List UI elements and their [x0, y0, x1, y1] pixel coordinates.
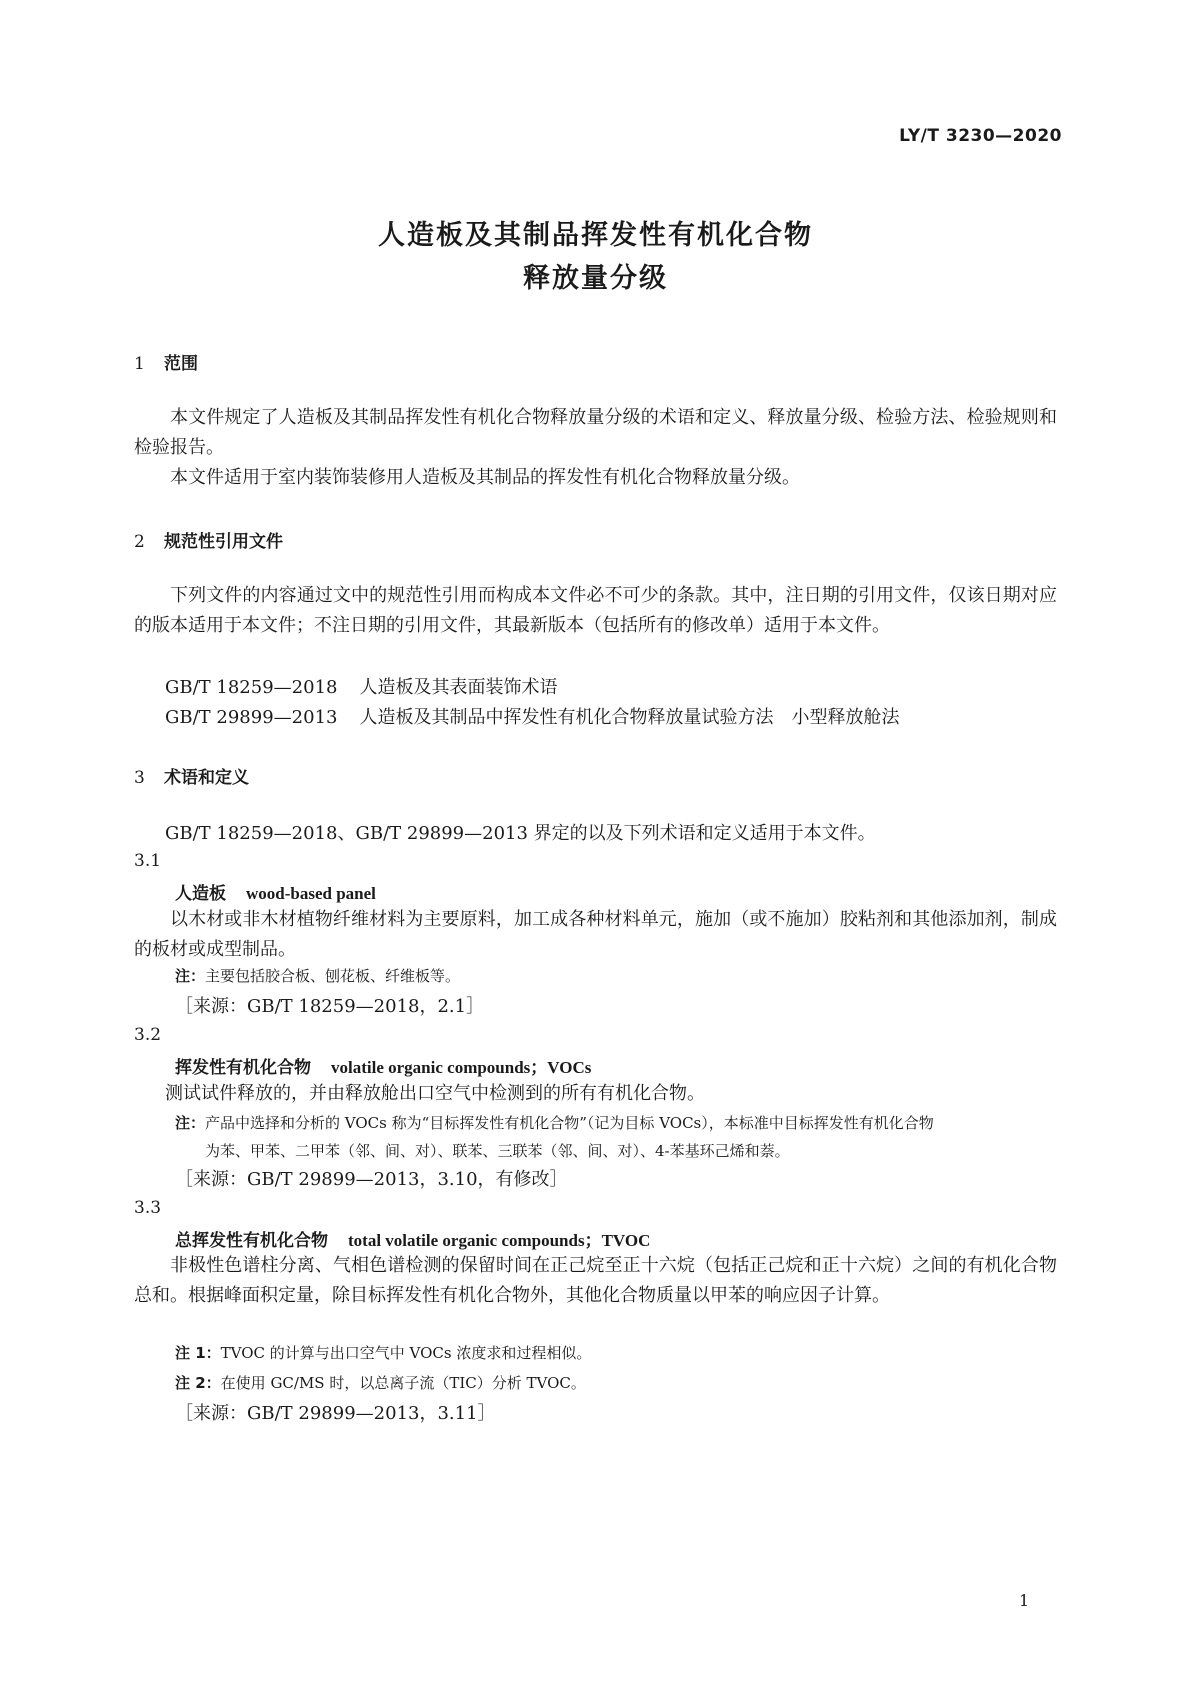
term-definition	[134, 1251, 1057, 1311]
section-title: 范围	[164, 354, 198, 374]
term-chinese: 总挥发性有机化合物	[175, 1231, 328, 1251]
note-label: 注：	[175, 967, 206, 985]
term-definition: 测试试件释放的，并由释放舱出口空气中检测到的所有有机化合物。	[165, 1083, 705, 1104]
standard-code: LY/T 3230—2020	[899, 126, 1062, 146]
note-text-continued: 为苯、甲苯、二甲苯（邻、间、对）、联苯、三联苯（邻、间、对）、4-苯基环己烯和萘。	[205, 1142, 790, 1160]
section-number: 2	[134, 532, 145, 552]
paragraph: 以木材或非木材植物纤维材料为主要原料，加工成各种材料单元，施加（或不施加）胶粘剂和其他添加剂，制成的板材或成型制品。	[134, 909, 1057, 960]
reference-code: GB/T 29899—2013	[165, 707, 338, 728]
term-heading	[175, 1226, 650, 1251]
note-text: TVOC 的计算与出口空气中 VOCs 浓度求和过程相似。	[220, 1344, 592, 1362]
section-2-heading	[134, 527, 283, 552]
term-number: 3.3	[134, 1198, 162, 1218]
term-note	[175, 965, 460, 986]
term-number: 3.2	[134, 1025, 162, 1045]
term-note-1	[175, 1342, 591, 1363]
section-title: 规范性引用文件	[164, 532, 283, 552]
note-label: 注 1：	[175, 1344, 221, 1362]
term-number: 3.1	[134, 851, 162, 871]
section-3-intro: GB/T 18259—2018、GB/T 29899—2013 界定的以及下列术语和定义适用于本文件。	[165, 823, 876, 844]
note-text: 产品中选择和分析的 VOCs 称为“目标挥发性有机化合物”（记为目标 VOCs），本标准中目标挥发性有机化合物	[205, 1114, 934, 1132]
term-heading	[175, 879, 376, 904]
section-number: 1	[134, 354, 145, 374]
note-label: 注：	[175, 1114, 206, 1132]
section-1-body	[134, 403, 1057, 493]
term-definition	[134, 905, 1057, 965]
note-text: 在使用 GC/MS 时，以总离子流（TIC）分析 TVOC。	[220, 1374, 586, 1392]
reference-item	[165, 703, 899, 729]
reference-title: 人造板及其表面装饰术语	[359, 677, 558, 698]
section-1-heading	[134, 349, 198, 374]
term-source: ［来源：GB/T 29899—2013，3.10，有修改］	[175, 1169, 568, 1190]
paragraph: 本文件适用于室内装饰装修用人造板及其制品的挥发性有机化合物释放量分级。	[170, 467, 800, 488]
term-note	[175, 1109, 1057, 1165]
paragraph: 非极性色谱柱分离、气相色谱检测的保留时间在正己烷至正十六烷（包括正己烷和正十六烷）之间的有机化合物总和。根据峰面积定量，除目标挥发性有机化合物外，其他化合物质量以甲苯的响应因子计算。	[134, 1255, 1057, 1306]
term-source: ［来源：GB/T 18259—2018，2.1］	[175, 996, 485, 1017]
reference-code: GB/T 18259—2018	[165, 677, 338, 698]
term-english: wood-based panel	[246, 884, 376, 903]
term-english: total volatile organic compounds；TVOC	[348, 1231, 651, 1250]
note-label: 注 2：	[175, 1374, 221, 1392]
document-title-line2: 释放量分级	[523, 263, 668, 294]
section-2-body	[134, 581, 1057, 641]
section-3-heading	[134, 763, 249, 788]
note-text: 主要包括胶合板、刨花板、纤维板等。	[205, 967, 461, 985]
term-chinese: 挥发性有机化合物	[175, 1058, 311, 1078]
document-title-line1: 人造板及其制品挥发性有机化合物	[378, 220, 813, 251]
term-source: ［来源：GB/T 29899—2013，3.11］	[175, 1403, 496, 1424]
term-english: volatile organic compounds；VOCs	[331, 1058, 592, 1077]
term-heading	[175, 1053, 591, 1078]
page-number: 1	[1019, 1591, 1030, 1610]
paragraph: 下列文件的内容通过文中的规范性引用而构成本文件必不可少的条款。其中，注日期的引用文件，仅该日期对应的版本适用于本文件；不注日期的引用文件，其最新版本（包括所有的修改单）适用于本文件。	[134, 585, 1057, 636]
section-title: 术语和定义	[164, 768, 249, 788]
term-chinese: 人造板	[175, 884, 226, 904]
term-note-2	[175, 1372, 586, 1393]
section-number: 3	[134, 768, 145, 788]
reference-title: 人造板及其制品中挥发性有机化合物释放量试验方法 小型释放舱法	[359, 707, 900, 728]
paragraph: 本文件规定了人造板及其制品挥发性有机化合物释放量分级的术语和定义、释放量分级、检验方法、检验规则和检验报告。	[134, 407, 1057, 458]
reference-item	[165, 673, 557, 699]
